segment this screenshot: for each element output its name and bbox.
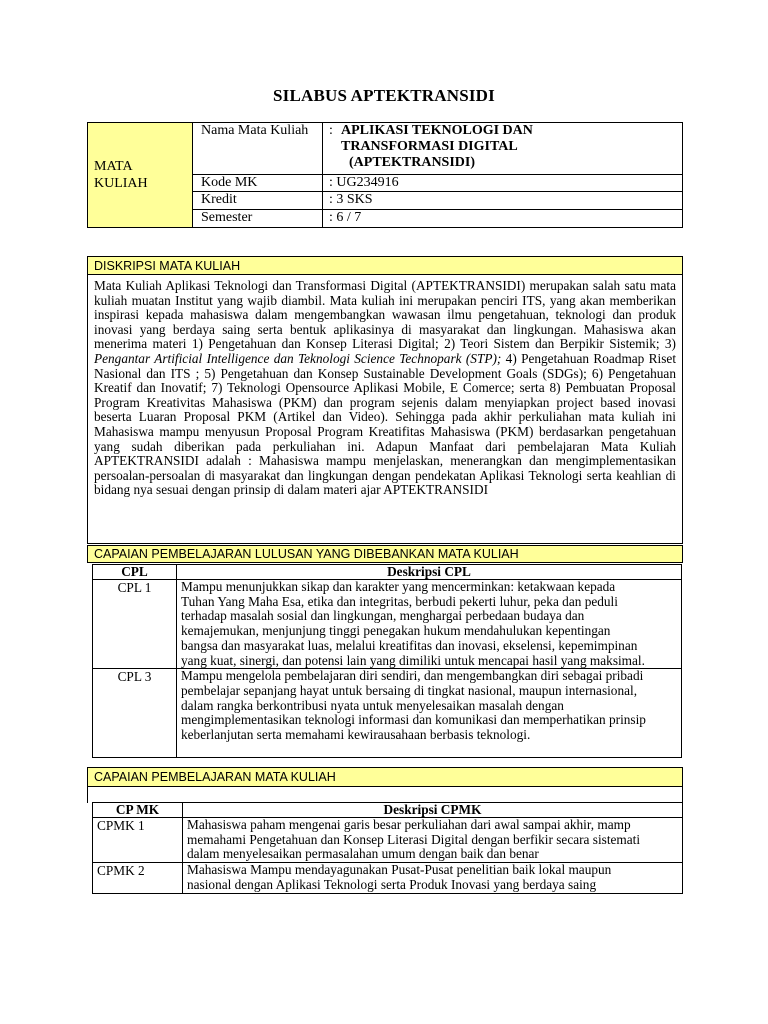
- cpl-desc-line: bangsa dan masyarakat luas, melalui kreatifitas dan inovasi, ekselensi, kepemimpinan: [181, 637, 638, 653]
- course-name-line1: APLIKASI TEKNOLOGI DAN: [341, 123, 533, 138]
- value-kode-mk: : UG234916: [329, 174, 399, 190]
- cpl-desc-line: terhadap masalah sosial dan lingkungan, menghargai perbedaan budaya dan: [181, 608, 585, 624]
- mata-kuliah-label: [88, 123, 193, 227]
- cpmk-col-code: CP MK: [93, 803, 183, 818]
- course-name-line3: (APTEKTRANSIDI): [349, 155, 476, 170]
- cpmk-desc-line: Mahasiswa paham mengenai garis besar perkuliahan dari awal sampai akhir, mamp: [187, 817, 631, 832]
- cpl-col-code: CPL: [93, 565, 177, 580]
- cpl-desc-line: kemajemukan, menjunjung tinggi penegakan hukum mendahulukan kepentingan: [181, 623, 611, 639]
- cpmk-desc: [183, 818, 683, 863]
- row-semester: [193, 210, 682, 227]
- row-kode-mk: [193, 175, 682, 193]
- course-name-line2: TRANSFORMASI DIGITAL: [341, 139, 518, 154]
- cpl-code: CPL 3: [93, 669, 177, 758]
- table-row: [93, 818, 683, 863]
- table-row: [93, 580, 682, 669]
- key-semester: Semester: [193, 210, 323, 227]
- cpl-heading: CAPAIAN PEMBELAJARAN LULUSAN YANG DIBEBANKAN MATA KULIAH: [87, 545, 683, 563]
- key-nama-mata-kuliah: Nama Mata Kuliah: [193, 123, 323, 174]
- deskripsi-text: [88, 275, 682, 498]
- page-title: SILABUS APTEKTRANSIDI: [273, 86, 495, 105]
- cpl-desc-line: mengimplementasikan teknologi informasi dan komunikasi dan memperhatikan prinsip: [181, 712, 646, 728]
- deskripsi-heading: DISKRIPSI MATA KULIAH: [88, 257, 682, 275]
- cpl-desc: [177, 580, 682, 669]
- cpl-table: [92, 564, 682, 758]
- cpmk-code: CPMK 2: [93, 863, 183, 893]
- value-kredit: : 3 SKS: [329, 192, 373, 208]
- mata-kuliah-label-line2: KULIAH: [94, 176, 148, 191]
- row-nama-mata-kuliah: [193, 123, 682, 175]
- cpmk-code: CPMK 1: [93, 818, 183, 863]
- cpmk-header-row: [93, 803, 683, 818]
- cpl-desc-line: yang kuat, sinergi, dan potensi lain yang dimiliki untuk mencapai hasil yang maksimal.: [181, 652, 645, 668]
- cpl-desc-line: Mampu mengelola pembelajaran diri sendiri, dan mengembangkan diri sebagai pribadi: [181, 668, 644, 684]
- cpmk-heading: CAPAIAN PEMBELAJARAN MATA KULIAH: [87, 767, 683, 787]
- deskripsi-section: [87, 256, 683, 544]
- table-row: [93, 863, 683, 893]
- mata-kuliah-table: [87, 122, 683, 228]
- cpl-desc-line: keberlanjutan serta memahami kewirausahaan berbasis teknologi.: [181, 727, 531, 743]
- cpl-desc-line: Tuhan Yang Maha Esa, etika dan integritas, berbudi pekerti luhur, peka dan peduli: [181, 593, 618, 609]
- cpmk-desc-line: Mahasiswa Mampu mendayagunakan Pusat-Pusat penelitian baik lokal maupun: [187, 862, 612, 878]
- cpl-header-row: [93, 565, 682, 580]
- cpl-desc-line: pembelajar sepanjang hayat untuk bersaing di tingkat nasional, maupun internasional,: [181, 682, 638, 698]
- deskripsi-text-italic: Pengantar Artificial Intelligence dan Teknologi Science Technopark (STP);: [94, 350, 502, 366]
- cpmk-desc-line: memahami Pengetahuan dan Konsep Literasi Digital dengan berfikir secara sistemati: [187, 831, 641, 847]
- row-kredit: [193, 192, 682, 210]
- cpmk-desc-line: dalam menyelesaikan permasalahan umum dengan baik dan benar: [187, 846, 539, 862]
- course-name: [341, 123, 533, 174]
- deskripsi-text-part2: 4) Pengetahuan Roadmap Riset Nasional dan ITS ; 5) Pengetahuan dan Konsep Sustainable Development Goals (SDGs); 6) Pengetahuan Kreatif dan Inovatif; 7) Teknologi Opensource Aplikasi Mobile, E Comerce; serta 8) Pembuatan Proposal Program Kreativitas Mahasiswa (PKM) dan program sejenis dalam menyiapkan project based inovasi beserta Luaran Proposal PKM (Artikel dan Video). Sehingga pada akhir perkuliahan mata kuliah ini Mahasiswa mampu menyusun Proposal Program Kreatifitas Mahasiswa (PKM) berdasarkan pengetahuan yang sudah diberikan pada perkuliahan ini. Adapun Manfaat dari pembelajaran Mata Kuliah APTEKTRANSIDI adalah : Mahasiswa mampu menjelaskan, menerangkan dan mengimplementasikan persoalan-persoalan di masyarakat dan lingkungan dengan pendekatan Aplikasi Teknologi serta keahlian di bidang nya sesuai dengan prinsip di dalam materi ajar APTEKTRANSIDI: [94, 350, 677, 498]
- cpmk-spacer: [87, 786, 683, 803]
- cpl-desc: [177, 669, 682, 758]
- cpl-desc-line: Mampu menunjukkan sikap dan karakter yang mencerminkan: ketakwaan kepada: [181, 579, 616, 594]
- cpl-code: CPL 1: [93, 580, 177, 669]
- table-row: [93, 669, 682, 758]
- colon: :: [329, 123, 333, 138]
- key-kode-mk: Kode MK: [193, 175, 323, 192]
- cpmk-desc-line: nasional dengan Aplikasi Teknologi serta Produk Inovasi yang berdaya saing: [187, 876, 597, 892]
- cpmk-col-desc: Deskripsi CPMK: [183, 803, 683, 818]
- key-kredit: Kredit: [193, 192, 323, 209]
- cpl-col-desc: Deskripsi CPL: [177, 565, 682, 580]
- mata-kuliah-label-line1: MATA: [94, 159, 133, 174]
- cpmk-desc: [183, 863, 683, 893]
- value-semester: : 6 / 7: [329, 210, 362, 226]
- cpmk-table: [92, 802, 683, 894]
- cpl-desc-line: dalam rangka berkontribusi nyata untuk menyelesaikan masalah dengan: [181, 697, 564, 713]
- deskripsi-text-part1: Mata Kuliah Aplikasi Teknologi dan Transformasi Digital (APTEKTRANSIDI) merupakan salah satu mata kuliah muatan Institut yang wajib diambil. Mata kuliah ini merupakan penciri ITS, yang akan memberikan inspirasi kepada mahasiswa dalam mengembangkan wawasan ilmu pengetahuan, teknologi dan produk inovasi yang berdaya saing serta bentuk aplikasinya di masyarakat dan lingkungan. Mahasiswa akan menerima materi 1) Pengetahuan dan Konsep Literasi Digital; 2) Teori Sistem dan Berpikir Sistemik; 3): [94, 278, 676, 352]
